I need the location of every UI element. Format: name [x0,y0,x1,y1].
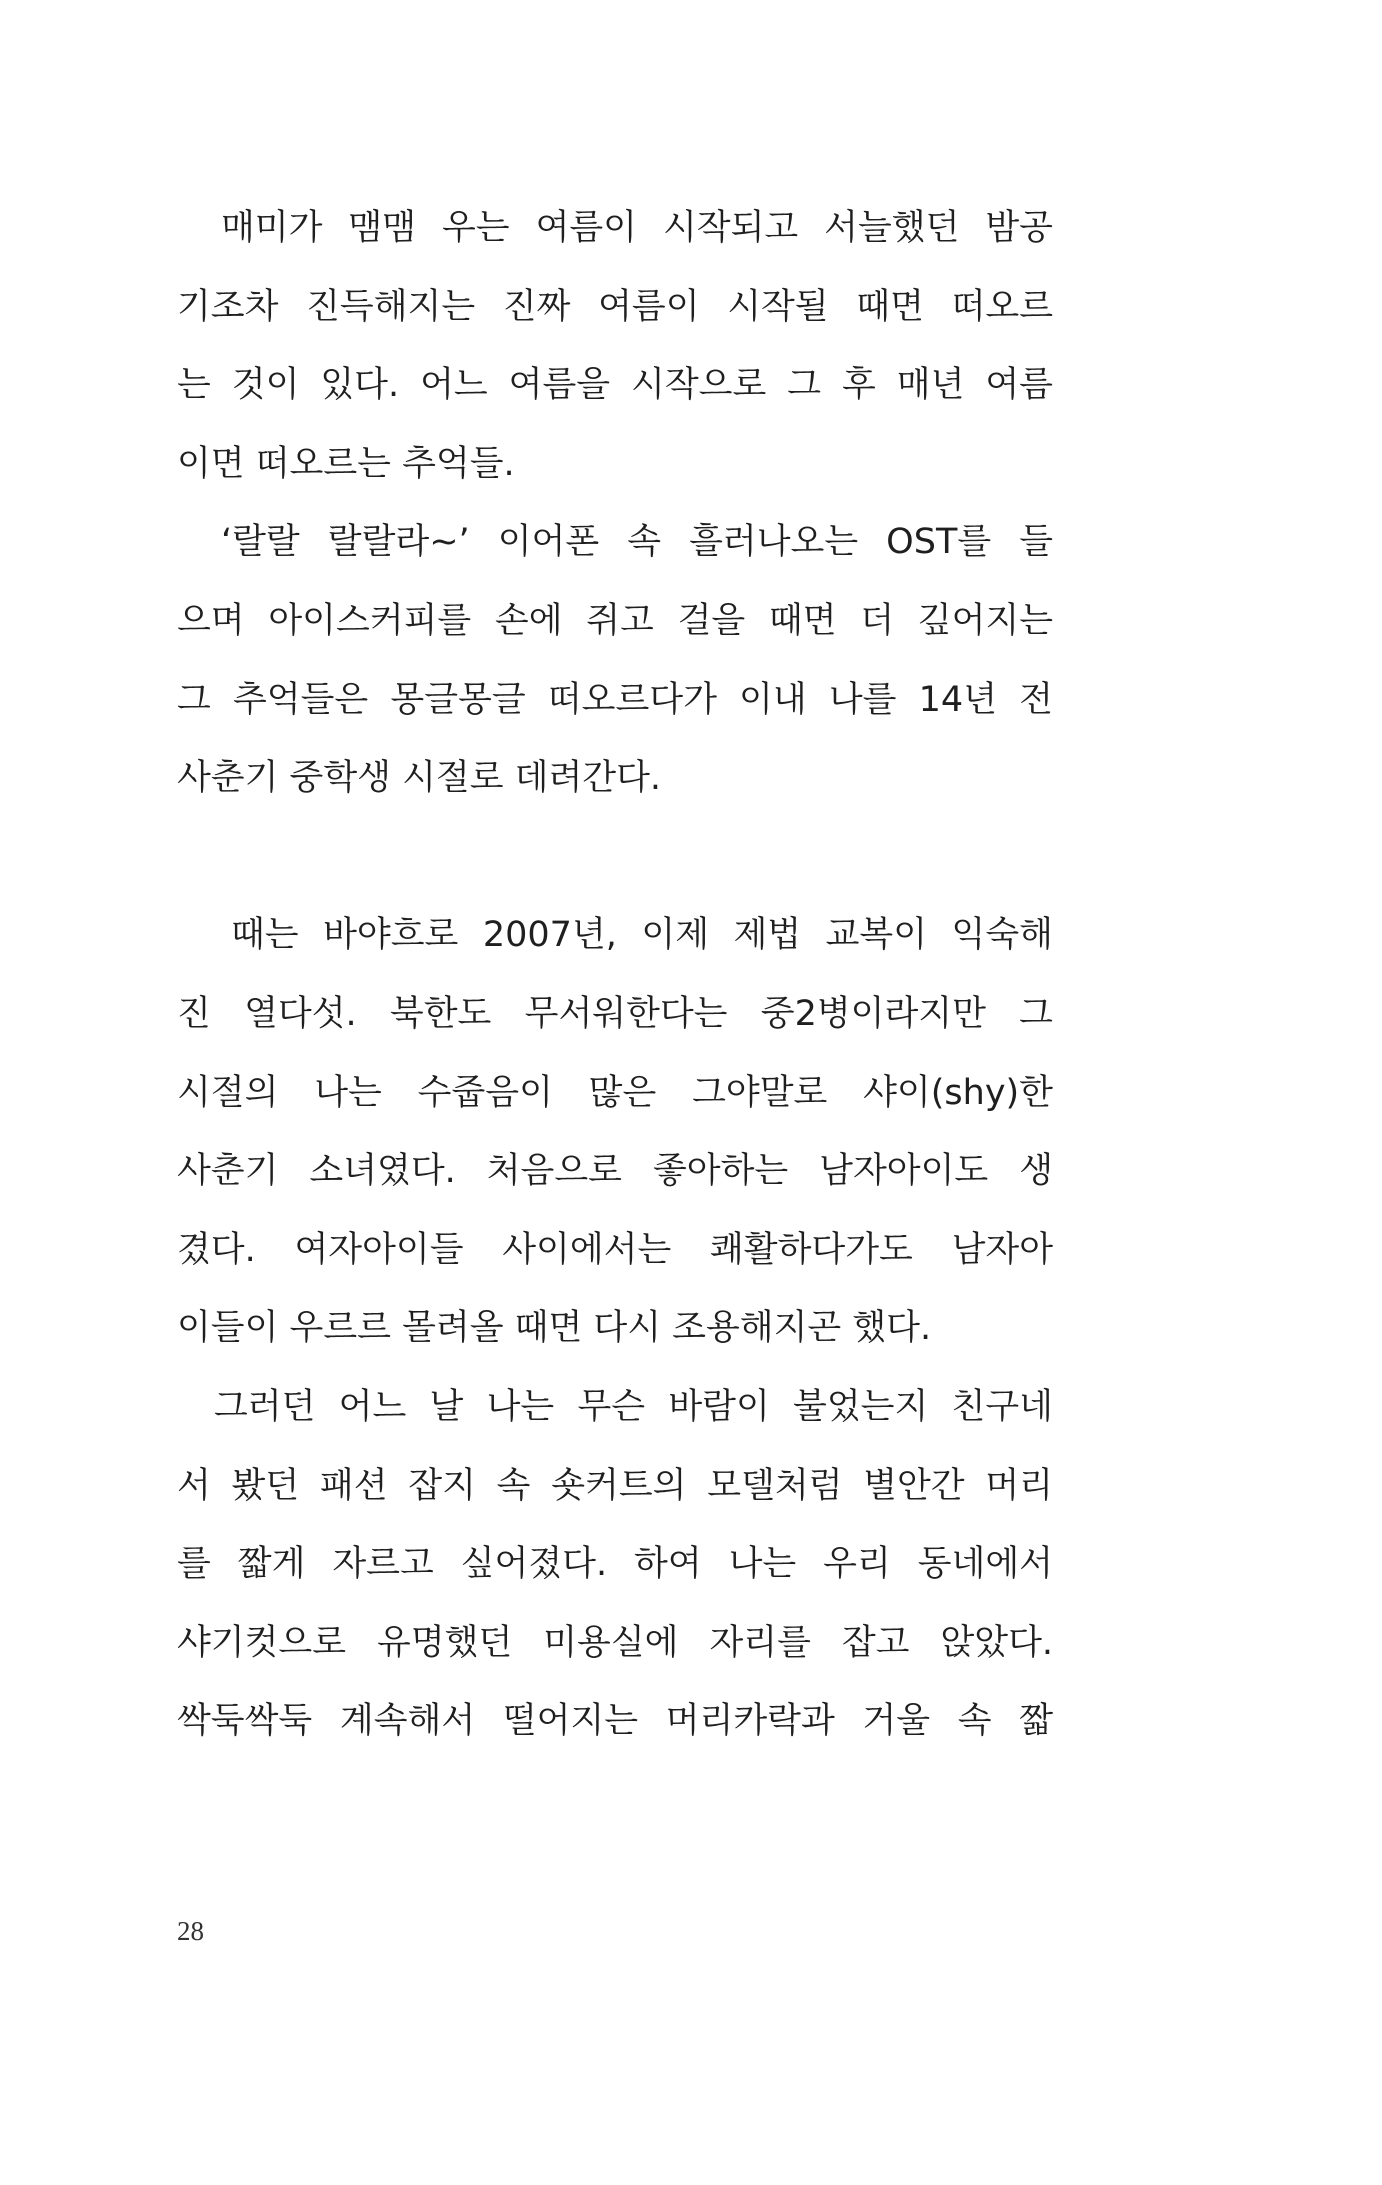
text-line: 기조차 진득해지는 진짜 여름이 시작될 때면 떠오르 [177,286,1053,327]
text-line: 사춘기 소녀였다. 처음으로 좋아하는 남자아이도 생 [177,1151,1053,1192]
text-line: 싹둑싹둑 계속해서 떨어지는 머리카락과 거울 속 짧 [177,1701,1053,1742]
text-line: 샤기컷으로 유명했던 미용실에 자리를 잡고 앉았다. [177,1622,1053,1663]
text-line: 겼다. 여자아이들 사이에서는 쾌활하다가도 남자아 [177,1229,1053,1270]
text-line: 를 짧게 자르고 싶어졌다. 하여 나는 우리 동네에서 [177,1544,1053,1585]
text-line: 그 추억들은 몽글몽글 떠오르다가 이내 나를 14년 전 [177,679,1053,720]
page-number: 28 [177,1916,204,1946]
text-line: 때는 바야흐로 2007년, 이제 제법 교복이 익숙해 [231,915,1053,956]
text-line: 이면 떠오르는 추억들. [177,443,515,484]
paragraph [177,503,1053,817]
paragraph [177,1368,1053,1761]
text-line: 시절의 나는 수줍음이 많은 그야말로 샤이(shy)한 [177,1072,1053,1113]
text-line: ‘랄랄 랄랄라~’ 이어폰 속 흘러나오는 OST를 들 [221,522,1053,563]
text-line: 매미가 맴맴 우는 여름이 시작되고 서늘했던 밤공 [221,208,1053,248]
paragraph [177,189,1053,503]
text-line: 으며 아이스커피를 손에 쥐고 걸을 때면 더 깊어지는 [177,600,1053,641]
text-line: 그러던 어느 날 나는 무슨 바람이 불었는지 친구네 [214,1386,1053,1427]
paragraph [177,896,1053,1368]
text-line: 이들이 우르르 몰려올 때면 다시 조용해지곤 했다. [177,1308,932,1349]
text-line: 진 열다섯. 북한도 무서워한다는 중2병이라지만 그 [177,993,1053,1034]
text-line: 는 것이 있다. 어느 여름을 시작으로 그 후 매년 여름 [177,365,1053,406]
text-line: 서 봤던 패션 잡지 속 숏커트의 모델처럼 별안간 머리 [177,1465,1053,1506]
paragraph-gap [177,818,1053,897]
text-line: 사춘기 중학생 시절로 데려간다. [177,758,662,799]
body-text [177,189,1053,1761]
